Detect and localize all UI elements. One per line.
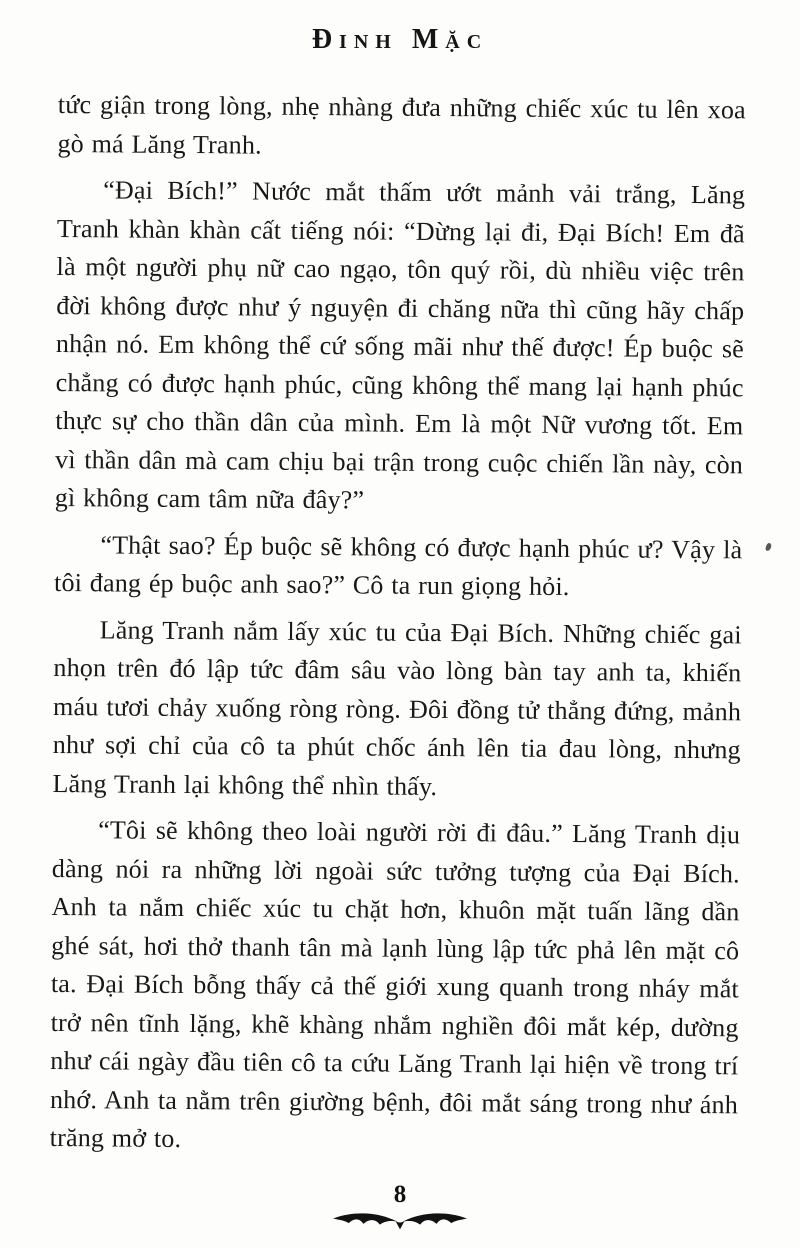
paragraph: “Tôi sẽ không theo loài người rời đi đâu.” Lăng Tranh dịu dàng nói ra những lời ngoài sức tưởng tượng của Đại Bích. Anh ta nắm chiếc xúc tu chặt hơn, khuôn mặt tuấn lãng dần ghé sát, hơi thở thanh tân mà lạnh lùng lập tức phả lên mặt cô ta. Đại Bích bỗng thấy cả thế giới xung quanh trong nháy mắt trở nên tĩnh lặng, khẽ khàng nhắm nghiền đôi mắt kép, dường như cái ngày đầu tiên cô ta cứu Lăng Tranh lại hiện về trong trí nhớ. Anh ta nằm trên giường bệnh, đôi mắt sáng trong như ánh trăng mở to. bbox=[49, 815, 741, 1154]
paragraph: tức giận trong lòng, nhẹ nhàng đưa những chiếc xúc tu lên xoa gò má Lăng Tranh. bbox=[57, 89, 746, 160]
wing-flourish-icon bbox=[330, 1207, 470, 1233]
author-name: Đinh Mặc bbox=[311, 24, 489, 55]
paragraph: “Thật sao? Ép buộc sẽ không có được hạnh phúc ư? Vậy là tôi đang ép buộc anh sao?” Cô ta run giọng hỏi. bbox=[53, 529, 743, 602]
page-header bbox=[0, 0, 800, 56]
scan-speck bbox=[765, 542, 772, 551]
page-number: 8 bbox=[393, 1181, 407, 1208]
page-footer bbox=[0, 1182, 800, 1233]
page-body bbox=[50, 86, 746, 1163]
paragraph: Lăng Tranh nắm lấy xúc tu của Đại Bích. Những chiếc gai nhọn trên đó lập tức đâm sâu vào lòng bàn tay anh ta, khiến máu tươi chảy xuống ròng ròng. Đôi đồng tử thẳng đứng, mảnh như sợi chỉ của cô ta phút chốc ánh lên tia đau lòng, nhưng Lăng Tranh lại không thể nhìn thấy. bbox=[52, 614, 742, 801]
paragraph: “Đại Bích!” Nước mắt thấm ướt mảnh vải trắng, Lăng Tranh khàn khàn cất tiếng nói: “Dừng lại đi, Đại Bích! Em đã là một người phụ nữ cao ngạo, tôn quý rồi, dù nhiều việc trên đời không được như ý nguyện đi chăng nữa thì cũng hãy chấp nhận nó. Em không thể cứ sống mãi như thế được! Ép buộc sẽ chẳng có được hạnh phúc, cũng không thể mang lại hạnh phúc thực sự cho thần dân của mình. Em là một Nữ vương tốt. Em vì thần dân mà cam chịu bại trận trong cuộc chiến lần này, còn gì không cam tâm nữa đây?” bbox=[54, 175, 746, 515]
